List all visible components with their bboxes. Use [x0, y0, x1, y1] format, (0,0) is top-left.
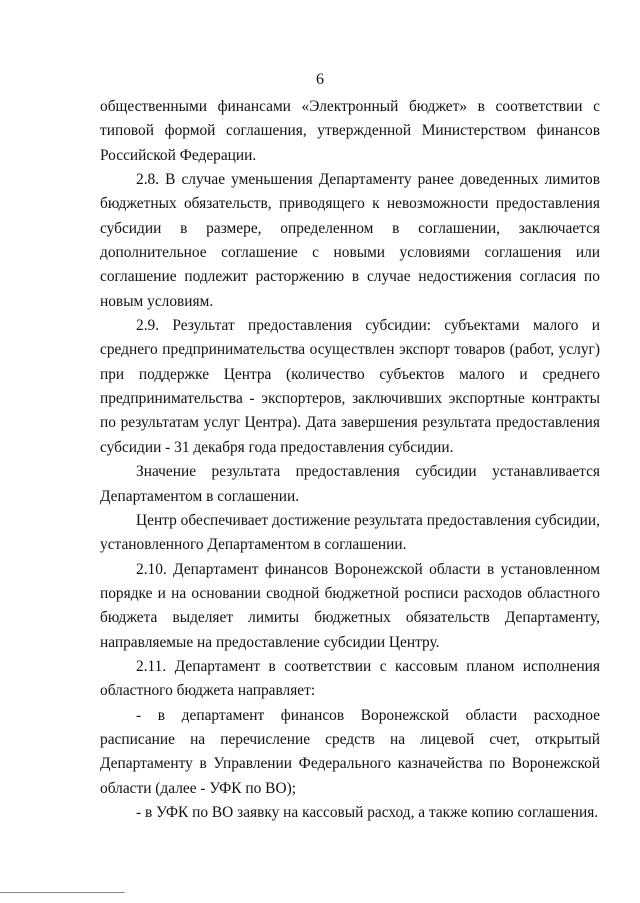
paragraph-2-9: 2.9. Результат предоставления субсидии: субъектами малого и среднего предпринимательства осуществлен экспорт товаров (работ, услуг) при поддержке Центра (количество субъектов малого и среднего предпринимательства - экспортеров, заключивших экспортные контракты по результатам услуг Центра). Дата завершения результата предоставления субсидии - 31 декабря года предоставления субсидии. [100, 317, 600, 456]
paragraph-2-11: 2.11. Департамент в соответствии с кассовым планом исполнения областного бюджета направляет: [100, 657, 600, 700]
list-item-finance-department: - в департамент финансов Воронежской области расходное расписание на перечисление средств на лицевой счет, открытый Департаменту в Управлении Федерального казначейства по Воронежской области (далее - УФК по ВО); [100, 706, 600, 797]
paragraph-center-achievement: Центр обеспечивает достижение результата предоставления субсидии, установленного Департаментом в соглашении. [100, 511, 600, 554]
paragraph-2-10: 2.10. Департамент финансов Воронежской области в установленном порядке и на основании сводной бюджетной росписи расходов областного бюджета выделяет лимиты бюджетных обязательств Департаменту, направляемые на предоставление субсидии Центру. [100, 560, 600, 651]
document-body [100, 95, 600, 825]
page-number: 6 [316, 71, 324, 88]
paragraph-result-value: Значение результата предоставления субсидии устанавливается Департаментом в соглашении. [100, 463, 600, 505]
paragraph-continuation: общественными финансами «Электронный бюджет» в соответствии с типовой формой соглашения, утвержденной Министерством финансов Российской Федерации. [100, 98, 600, 164]
list-item-ufk-request: - в УФК по ВО заявку на кассовый расход, а также копию соглашения. [136, 803, 599, 821]
paragraph-2-8: 2.8. В случае уменьшения Департаменту ранее доведенных лимитов бюджетных обязательств, приводящего к невозможности предоставления субсидии в размере, определенном в соглашении, заключается дополнительное соглашение с новыми условиями соглашения или соглашение подлежит расторжению в случае недостижения согласия по новым условиям. [100, 171, 600, 310]
footer-rule [0, 892, 125, 893]
